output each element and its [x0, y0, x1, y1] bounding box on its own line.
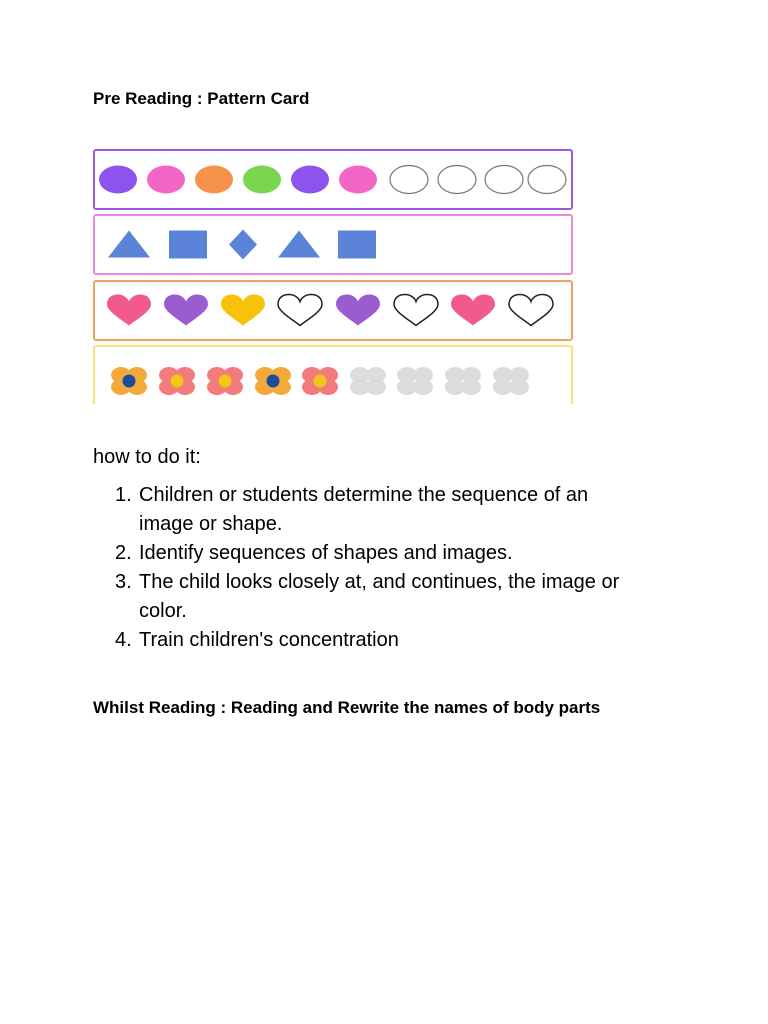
shape-purple-circle: [99, 166, 137, 194]
pattern-row-border: [94, 215, 572, 274]
shape-empty-circle: [528, 166, 566, 194]
shape-grey-flower: [350, 367, 386, 395]
flower-center: [219, 375, 232, 388]
flower-center: [123, 375, 136, 388]
shape-pink-heart: [451, 295, 495, 326]
shape-pink-circle: [339, 166, 377, 194]
flower-petal: [413, 379, 433, 395]
flower-petal: [461, 379, 481, 395]
pattern-row: [94, 150, 572, 209]
pattern-card-image: [93, 149, 574, 404]
step-line: color.: [139, 600, 187, 622]
how-to-label: how to do it:: [93, 446, 201, 468]
shape-purple-circle: [291, 166, 329, 194]
shape-diamond: [229, 230, 257, 260]
pattern-card-graphic: [93, 149, 574, 404]
shape-purple-heart: [164, 295, 208, 326]
step-number: 2.: [115, 542, 132, 564]
shape-orange-circle: [195, 166, 233, 194]
flower-center: [267, 375, 280, 388]
step-line: Children or students determine the sequence of an: [139, 484, 589, 506]
step-item: [115, 481, 679, 539]
pattern-row-border: [94, 281, 572, 340]
shape-triangle: [108, 231, 150, 258]
step-line: The child looks closely at, and continues, the image or: [139, 571, 620, 593]
shape-triangle: [278, 231, 320, 258]
whilst-reading-heading: Whilst Reading : Reading and Rewrite the names of body parts: [93, 698, 601, 717]
step-line: image or shape.: [139, 513, 283, 535]
step-line: Identify sequences of shapes and images.: [139, 542, 513, 564]
flower-petal: [509, 379, 529, 395]
shape-empty-circle: [485, 166, 523, 194]
step-line: Train children's concentration: [139, 629, 399, 651]
pattern-row: [94, 215, 572, 274]
steps-list: [115, 481, 679, 655]
shape-orange-flower-blue-center: [111, 367, 147, 395]
shape-square: [338, 231, 376, 259]
flower-center: [171, 375, 184, 388]
flower-center: [314, 375, 327, 388]
step-number: 4.: [115, 629, 132, 651]
shape-empty-circle: [438, 166, 476, 194]
flower-petal: [366, 379, 386, 395]
shape-grey-flower: [445, 367, 481, 395]
step-number: 1.: [115, 484, 132, 506]
pattern-row: [94, 281, 572, 340]
shape-empty-circle: [390, 166, 428, 194]
shape-empty-heart: [278, 295, 322, 326]
shape-purple-heart: [336, 295, 380, 326]
shape-green-circle: [243, 166, 281, 194]
shape-orange-flower-blue-center: [255, 367, 291, 395]
pattern-row: [94, 346, 572, 404]
shape-pink-flower-yellow-center: [207, 367, 243, 395]
shape-grey-flower: [493, 367, 529, 395]
shape-square: [169, 231, 207, 259]
shape-pink-flower-yellow-center: [302, 367, 338, 395]
shape-grey-flower: [397, 367, 433, 395]
step-item: [115, 568, 679, 626]
shape-empty-heart: [394, 295, 438, 326]
shape-pink-flower-yellow-center: [159, 367, 195, 395]
step-number: 3.: [115, 571, 132, 593]
pre-reading-heading: Pre Reading : Pattern Card: [93, 89, 310, 108]
shape-pink-heart: [107, 295, 151, 326]
step-item: [115, 626, 679, 655]
shape-yellow-heart: [221, 295, 265, 326]
shape-pink-circle: [147, 166, 185, 194]
shape-empty-heart: [509, 295, 553, 326]
step-item: [115, 539, 679, 568]
